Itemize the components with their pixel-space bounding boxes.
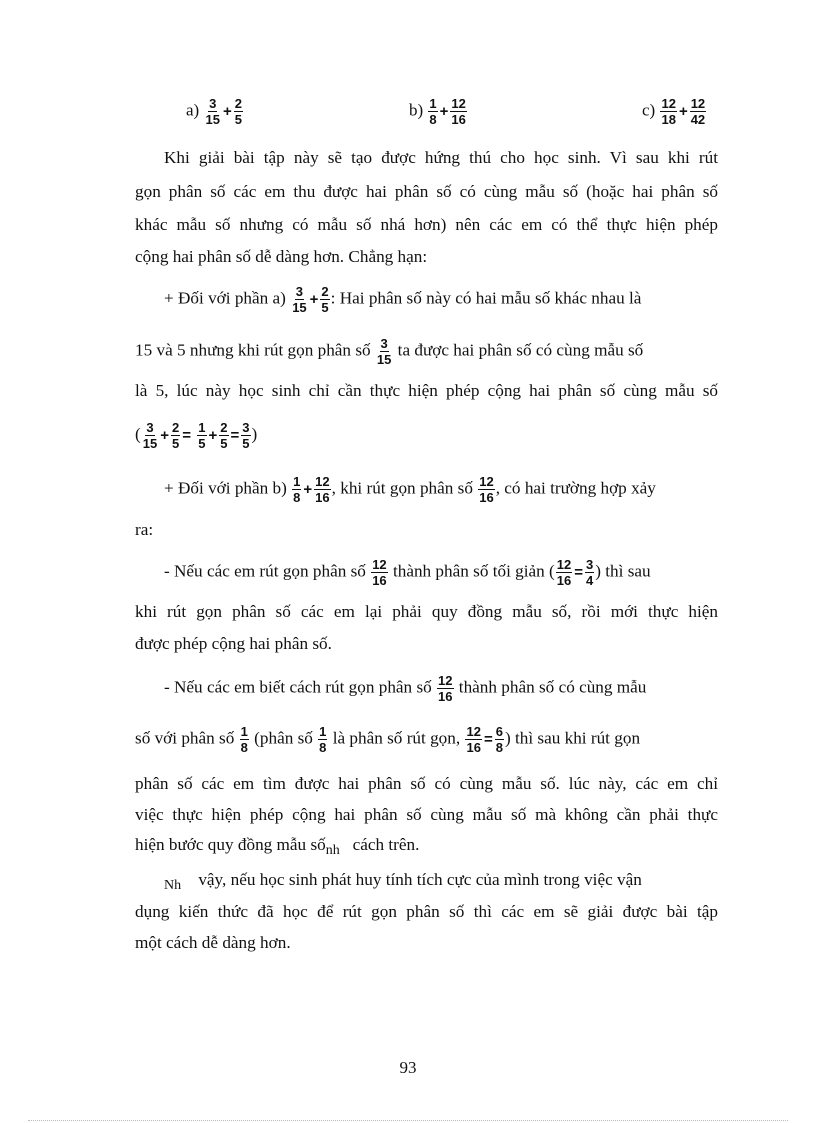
exercise-b [409,96,468,127]
inline-text: số với phân số [135,728,235,748]
conclusion-line: dụng kiến thức đã học để rút gọn phân số thì các em sẽ giải được bài tập [135,902,718,921]
fraction [292,474,301,505]
fraction-numerator: 1 [240,724,248,739]
fraction [241,420,250,451]
fraction-denominator: 15 [376,352,392,367]
fraction-numerator: 1 [319,724,327,739]
part-b-line: ra: [135,520,154,539]
fraction-numerator: 12 [451,96,466,111]
inline-text: nh [325,843,340,858]
exercise-c [642,96,707,127]
inline-text: - Nếu các em rút gọn phân số [164,561,366,581]
math-operator: = [574,563,584,581]
fraction-numerator: 12 [438,673,453,688]
part-a-line: là 5, lúc này học sinh chỉ cần thực hiện phép cộng hai phân số cùng mẫu số [135,381,718,400]
paragraph-line: gọn phân số các em thu được hai phân số có cùng mẫu số (hoặc hai phân số [135,182,718,201]
case-2-line: phân số các em tìm được hai phân số có cùng mẫu số. lúc này, các em chỉ [135,774,718,793]
fraction-denominator: 15 [142,436,158,451]
inline-text: cách trên. [352,835,420,854]
fraction-denominator: 42 [690,112,706,127]
fraction-numerator: 3 [295,284,304,299]
fraction [450,96,466,127]
inline-text: + Đối với phần b) [164,478,287,498]
inline-text: , khi rút gọn phân số [331,478,473,498]
fraction [465,724,481,755]
fraction-numerator: 2 [220,420,228,435]
case-2-line [135,833,718,859]
inline-text: thành phân số có cùng mẫu [458,677,647,697]
inline-text: ta được hai phân số có cùng mẫu số [397,340,644,360]
inline-text: , có hai trường hợp xảy [495,478,656,498]
exercise-b-label: b) [409,100,424,120]
fraction [660,96,676,127]
fraction-numerator: 2 [321,284,329,299]
fraction [291,284,307,315]
fraction [219,420,228,451]
fraction-denominator: 5 [234,112,242,127]
inline-text: Nh [164,878,182,893]
fraction [204,96,220,127]
page-number: 93 [399,1058,417,1077]
math-operator: + [222,103,232,120]
fraction [428,96,437,127]
case-1-line: khi rút gọn phân số các em lại phải quy đồng mẫu số, rồi mới thực hiện [135,602,718,621]
conclusion-line: một cách dễ dàng hơn. [135,933,291,952]
fraction-denominator: 16 [466,740,481,755]
conclusion-line [164,868,718,894]
fraction-numerator: 12 [690,96,706,111]
fraction [142,420,158,451]
part-a-equation [135,420,718,451]
case-1-line: được phép cộng hai phân số. [135,634,332,653]
fraction-numerator: 3 [146,420,154,435]
fraction [240,724,249,755]
fraction-denominator: 5 [242,436,250,451]
fraction-numerator: 12 [466,724,481,739]
fraction [556,557,572,588]
case-2-line [135,724,718,755]
fraction-numerator: 12 [315,474,330,489]
fraction-denominator: 8 [319,740,327,755]
fraction-denominator: 16 [479,490,494,505]
part-b-line [164,474,718,505]
fraction-numerator: 12 [556,557,572,572]
fraction-numerator: 2 [171,420,180,435]
case-2-line [164,673,718,704]
fraction-denominator: 8 [240,740,248,755]
math-operator: = [483,730,493,748]
fraction-numerator: 12 [372,557,387,572]
fraction-numerator: 2 [234,96,242,111]
fraction-denominator: 16 [315,490,330,505]
paragraph-line: cộng hai phân số dễ dàng hơn. Chẳng hạn: [135,247,428,266]
case-2-line: việc thực hiện phép cộng hai phân số cùng mẫu số mà không cần phải thực [135,805,718,824]
fraction [478,474,494,505]
math-operator: = [230,426,240,444]
fraction [320,284,329,315]
fraction [197,420,206,451]
fraction-denominator: 15 [292,300,307,315]
fraction-numerator: 3 [380,336,388,351]
exercise-a-label: a) [186,100,200,120]
paragraph-line: Khi giải bài tập này sẽ tạo được hứng thú cho học sinh. Vì sau khi rút [164,148,718,167]
inline-text: vậy, nếu học sinh phát huy tính tích cực của mình trong việc vận [198,870,642,889]
fraction-denominator: 4 [586,573,594,588]
inline-text: : Hai phân số này có hai mẫu số khác nhau là [330,288,642,308]
inline-text: thành phân số tối giản ( [392,561,555,581]
fraction-denominator: 8 [495,740,503,755]
math-operator: + [678,103,688,120]
fraction-denominator: 18 [661,112,676,127]
math-operator: + [439,103,449,120]
fraction-numerator: 1 [198,420,206,435]
fraction-denominator: 16 [556,573,572,588]
fraction-denominator: 16 [438,689,453,704]
part-a-line [135,336,718,367]
fraction-denominator: 16 [451,112,466,127]
bottom-dotted-rule [28,1120,788,1121]
fraction [314,474,330,505]
fraction-denominator: 16 [372,573,387,588]
inline-text: ) [251,424,258,444]
exercise-a [186,96,244,127]
fraction [376,336,392,367]
fraction-numerator: 1 [293,474,301,489]
fraction-numerator: 12 [479,474,494,489]
fraction [318,724,327,755]
fraction-numerator: 6 [495,724,503,739]
math-operator: + [309,290,319,308]
fraction [371,557,387,588]
inline-text: (phân số [254,728,313,748]
inline-text: là phân số rút gọn, [332,728,461,748]
part-a-line [164,284,718,315]
math-operator: = [182,426,191,444]
fraction [585,557,594,588]
fraction-denominator: 5 [171,436,180,451]
inline-text: - Nếu các em biết cách rút gọn phân số [164,677,432,697]
inline-text: ( [135,424,141,444]
math-operator: + [208,426,218,444]
inline-text: 15 và 5 nhưng khi rút gọn phân số [135,340,371,360]
inline-text: hiện bước quy đồng mẫu số [135,835,326,854]
fraction-denominator: 15 [205,112,220,127]
fraction [495,724,504,755]
fraction [234,96,243,127]
fraction-denominator: 5 [321,300,329,315]
inline-text: ) thì sau [595,561,651,581]
inline-text: ) thì sau khi rút gọn [504,728,641,748]
fraction [690,96,706,127]
exercise-c-label: c) [642,100,656,120]
fraction-numerator: 3 [242,420,250,435]
case-1-line [164,557,718,588]
math-operator: + [160,426,169,444]
fraction-denominator: 5 [220,436,228,451]
paragraph-line: khác mẫu số nhưng có mẫu số nhá hơn) nên các em có thể thực hiện phép [135,215,718,234]
fraction-denominator: 8 [293,490,301,505]
fraction [437,673,453,704]
fraction-numerator: 1 [429,96,437,111]
fraction [171,420,180,451]
fraction-numerator: 3 [209,96,217,111]
inline-text: + Đối với phần a) [164,288,286,308]
fraction-denominator: 8 [429,112,437,127]
math-operator: + [303,480,313,498]
fraction-denominator: 5 [198,436,206,451]
fraction-numerator: 12 [661,96,676,111]
fraction-numerator: 3 [586,557,594,572]
